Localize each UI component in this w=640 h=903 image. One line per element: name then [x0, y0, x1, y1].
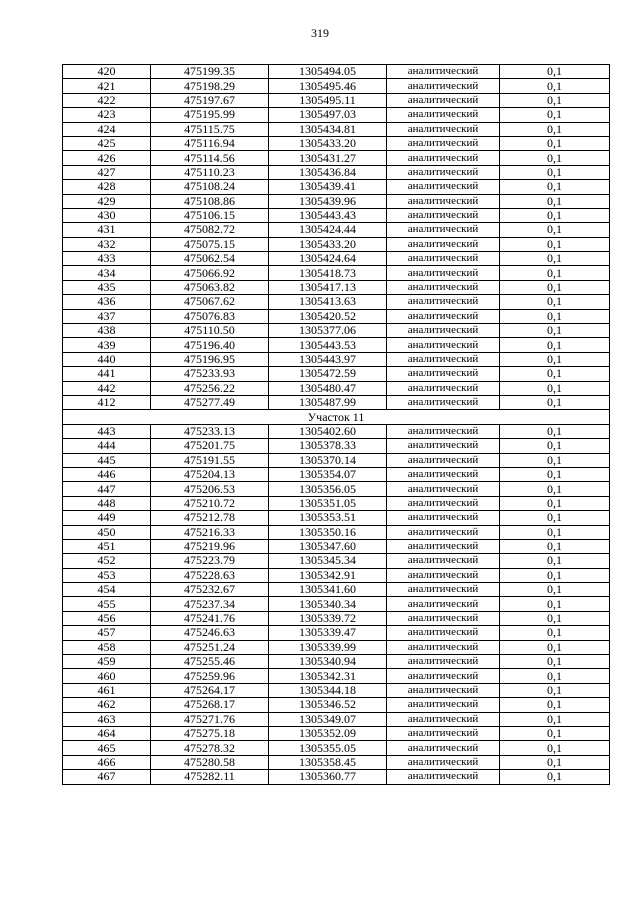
accuracy-cell: 0,1	[500, 726, 610, 740]
x-coordinate-cell: 475278.32	[151, 741, 269, 755]
y-coordinate-cell: 1305439.41	[269, 180, 387, 194]
accuracy-cell: 0,1	[500, 712, 610, 726]
method-cell: аналитический	[387, 755, 500, 769]
y-coordinate-cell: 1305424.64	[269, 252, 387, 266]
point-number-cell: 436	[63, 295, 151, 309]
x-coordinate-cell: 475196.40	[151, 338, 269, 352]
method-cell: аналитический	[387, 655, 500, 669]
y-coordinate-cell: 1305487.99	[269, 395, 387, 409]
method-cell: аналитический	[387, 367, 500, 381]
point-number-cell: 429	[63, 194, 151, 208]
method-cell: аналитический	[387, 280, 500, 294]
point-number-cell: 433	[63, 252, 151, 266]
table-row	[63, 122, 610, 136]
y-coordinate-cell: 1305402.60	[269, 424, 387, 438]
x-coordinate-cell: 475110.23	[151, 165, 269, 179]
method-cell: аналитический	[387, 539, 500, 553]
accuracy-cell: 0,1	[500, 770, 610, 784]
accuracy-cell: 0,1	[500, 151, 610, 165]
accuracy-cell: 0,1	[500, 367, 610, 381]
accuracy-cell: 0,1	[500, 568, 610, 582]
accuracy-cell: 0,1	[500, 237, 610, 251]
method-cell: аналитический	[387, 511, 500, 525]
accuracy-cell: 0,1	[500, 223, 610, 237]
point-number-cell: 443	[63, 424, 151, 438]
table-row	[63, 554, 610, 568]
table-row	[63, 266, 610, 280]
point-number-cell: 445	[63, 453, 151, 467]
y-coordinate-cell: 1305351.05	[269, 496, 387, 510]
accuracy-cell: 0,1	[500, 136, 610, 150]
table-row	[63, 698, 610, 712]
y-coordinate-cell: 1305353.51	[269, 511, 387, 525]
table-row	[63, 194, 610, 208]
y-coordinate-cell: 1305339.99	[269, 640, 387, 654]
y-coordinate-cell: 1305436.84	[269, 165, 387, 179]
section-title: Участок 11	[63, 410, 610, 424]
table-row	[63, 237, 610, 251]
point-number-cell: 456	[63, 611, 151, 625]
point-number-cell: 451	[63, 539, 151, 553]
y-coordinate-cell: 1305424.44	[269, 223, 387, 237]
accuracy-cell: 0,1	[500, 583, 610, 597]
method-cell: аналитический	[387, 640, 500, 654]
x-coordinate-cell: 475201.75	[151, 439, 269, 453]
x-coordinate-cell: 475198.29	[151, 79, 269, 93]
y-coordinate-cell: 1305354.07	[269, 467, 387, 481]
point-number-cell: 449	[63, 511, 151, 525]
method-cell: аналитический	[387, 482, 500, 496]
x-coordinate-cell: 475066.92	[151, 266, 269, 280]
point-number-cell: 425	[63, 136, 151, 150]
point-number-cell: 464	[63, 726, 151, 740]
point-number-cell: 424	[63, 122, 151, 136]
method-cell: аналитический	[387, 194, 500, 208]
y-coordinate-cell: 1305341.60	[269, 583, 387, 597]
x-coordinate-cell: 475108.24	[151, 180, 269, 194]
section-header-row	[63, 410, 610, 424]
table-row	[63, 309, 610, 323]
x-coordinate-cell: 475251.24	[151, 640, 269, 654]
point-number-cell: 460	[63, 669, 151, 683]
table-row	[63, 295, 610, 309]
point-number-cell: 420	[63, 65, 151, 79]
point-number-cell: 452	[63, 554, 151, 568]
point-number-cell: 435	[63, 280, 151, 294]
table-row	[63, 453, 610, 467]
table-row	[63, 655, 610, 669]
table-row	[63, 669, 610, 683]
y-coordinate-cell: 1305370.14	[269, 453, 387, 467]
table-row	[63, 683, 610, 697]
table-row	[63, 439, 610, 453]
x-coordinate-cell: 475204.13	[151, 467, 269, 481]
point-number-cell: 462	[63, 698, 151, 712]
x-coordinate-cell: 475116.94	[151, 136, 269, 150]
method-cell: аналитический	[387, 295, 500, 309]
method-cell: аналитический	[387, 136, 500, 150]
accuracy-cell: 0,1	[500, 324, 610, 338]
point-number-cell: 455	[63, 597, 151, 611]
accuracy-cell: 0,1	[500, 108, 610, 122]
method-cell: аналитический	[387, 741, 500, 755]
table-row	[63, 568, 610, 582]
method-cell: аналитический	[387, 223, 500, 237]
method-cell: аналитический	[387, 79, 500, 93]
x-coordinate-cell: 475233.13	[151, 424, 269, 438]
y-coordinate-cell: 1305417.13	[269, 280, 387, 294]
y-coordinate-cell: 1305378.33	[269, 439, 387, 453]
x-coordinate-cell: 475280.58	[151, 755, 269, 769]
y-coordinate-cell: 1305339.47	[269, 626, 387, 640]
point-number-cell: 434	[63, 266, 151, 280]
y-coordinate-cell: 1305350.16	[269, 525, 387, 539]
table-row	[63, 395, 610, 409]
accuracy-cell: 0,1	[500, 683, 610, 697]
method-cell: аналитический	[387, 770, 500, 784]
method-cell: аналитический	[387, 180, 500, 194]
table-row	[63, 424, 610, 438]
table-row	[63, 381, 610, 395]
y-coordinate-cell: 1305431.27	[269, 151, 387, 165]
y-coordinate-cell: 1305494.05	[269, 65, 387, 79]
x-coordinate-cell: 475114.56	[151, 151, 269, 165]
method-cell: аналитический	[387, 611, 500, 625]
x-coordinate-cell: 475255.46	[151, 655, 269, 669]
table-row	[63, 367, 610, 381]
table-row	[63, 352, 610, 366]
point-number-cell: 466	[63, 755, 151, 769]
x-coordinate-cell: 475256.22	[151, 381, 269, 395]
accuracy-cell: 0,1	[500, 525, 610, 539]
table-row	[63, 208, 610, 222]
coordinates-table-body	[63, 65, 610, 785]
accuracy-cell: 0,1	[500, 180, 610, 194]
point-number-cell: 412	[63, 395, 151, 409]
method-cell: аналитический	[387, 151, 500, 165]
point-number-cell: 421	[63, 79, 151, 93]
point-number-cell: 467	[63, 770, 151, 784]
method-cell: аналитический	[387, 583, 500, 597]
x-coordinate-cell: 475115.75	[151, 122, 269, 136]
table-row	[63, 324, 610, 338]
accuracy-cell: 0,1	[500, 467, 610, 481]
y-coordinate-cell: 1305377.06	[269, 324, 387, 338]
table-row	[63, 338, 610, 352]
table-row	[63, 511, 610, 525]
accuracy-cell: 0,1	[500, 597, 610, 611]
table-row	[63, 482, 610, 496]
accuracy-cell: 0,1	[500, 496, 610, 510]
accuracy-cell: 0,1	[500, 669, 610, 683]
x-coordinate-cell: 475237.34	[151, 597, 269, 611]
point-number-cell: 448	[63, 496, 151, 510]
y-coordinate-cell: 1305345.34	[269, 554, 387, 568]
y-coordinate-cell: 1305443.43	[269, 208, 387, 222]
accuracy-cell: 0,1	[500, 266, 610, 280]
table-row	[63, 539, 610, 553]
x-coordinate-cell: 475106.15	[151, 208, 269, 222]
table-row	[63, 726, 610, 740]
x-coordinate-cell: 475241.76	[151, 611, 269, 625]
y-coordinate-cell: 1305495.11	[269, 93, 387, 107]
point-number-cell: 454	[63, 583, 151, 597]
x-coordinate-cell: 475195.99	[151, 108, 269, 122]
page-number: 319	[311, 26, 329, 40]
x-coordinate-cell: 475271.76	[151, 712, 269, 726]
accuracy-cell: 0,1	[500, 122, 610, 136]
method-cell: аналитический	[387, 266, 500, 280]
method-cell: аналитический	[387, 726, 500, 740]
accuracy-cell: 0,1	[500, 194, 610, 208]
method-cell: аналитический	[387, 554, 500, 568]
accuracy-cell: 0,1	[500, 79, 610, 93]
method-cell: аналитический	[387, 338, 500, 352]
table-row	[63, 180, 610, 194]
point-number-cell: 430	[63, 208, 151, 222]
point-number-cell: 444	[63, 439, 151, 453]
accuracy-cell: 0,1	[500, 626, 610, 640]
accuracy-cell: 0,1	[500, 295, 610, 309]
table-row	[63, 496, 610, 510]
point-number-cell: 431	[63, 223, 151, 237]
method-cell: аналитический	[387, 93, 500, 107]
method-cell: аналитический	[387, 395, 500, 409]
accuracy-cell: 0,1	[500, 511, 610, 525]
point-number-cell: 453	[63, 568, 151, 582]
method-cell: аналитический	[387, 712, 500, 726]
table-row	[63, 583, 610, 597]
point-number-cell: 465	[63, 741, 151, 755]
x-coordinate-cell: 475219.96	[151, 539, 269, 553]
table-row	[63, 525, 610, 539]
y-coordinate-cell: 1305349.07	[269, 712, 387, 726]
accuracy-cell: 0,1	[500, 755, 610, 769]
y-coordinate-cell: 1305433.20	[269, 136, 387, 150]
accuracy-cell: 0,1	[500, 655, 610, 669]
table-row	[63, 79, 610, 93]
y-coordinate-cell: 1305480.47	[269, 381, 387, 395]
method-cell: аналитический	[387, 252, 500, 266]
x-coordinate-cell: 475264.17	[151, 683, 269, 697]
y-coordinate-cell: 1305342.31	[269, 669, 387, 683]
x-coordinate-cell: 475197.67	[151, 93, 269, 107]
coordinates-table	[62, 64, 610, 785]
point-number-cell: 422	[63, 93, 151, 107]
x-coordinate-cell: 475082.72	[151, 223, 269, 237]
table-row	[63, 597, 610, 611]
x-coordinate-cell: 475216.33	[151, 525, 269, 539]
y-coordinate-cell: 1305433.20	[269, 237, 387, 251]
table-row	[63, 467, 610, 481]
table-row	[63, 151, 610, 165]
table-row	[63, 65, 610, 79]
method-cell: аналитический	[387, 381, 500, 395]
method-cell: аналитический	[387, 496, 500, 510]
y-coordinate-cell: 1305352.09	[269, 726, 387, 740]
x-coordinate-cell: 475110.50	[151, 324, 269, 338]
y-coordinate-cell: 1305360.77	[269, 770, 387, 784]
point-number-cell: 437	[63, 309, 151, 323]
point-number-cell: 427	[63, 165, 151, 179]
method-cell: аналитический	[387, 122, 500, 136]
table-row	[63, 712, 610, 726]
table-row	[63, 640, 610, 654]
point-number-cell: 458	[63, 640, 151, 654]
x-coordinate-cell: 475210.72	[151, 496, 269, 510]
point-number-cell: 457	[63, 626, 151, 640]
y-coordinate-cell: 1305472.59	[269, 367, 387, 381]
x-coordinate-cell: 475232.67	[151, 583, 269, 597]
accuracy-cell: 0,1	[500, 453, 610, 467]
method-cell: аналитический	[387, 669, 500, 683]
accuracy-cell: 0,1	[500, 352, 610, 366]
y-coordinate-cell: 1305443.53	[269, 338, 387, 352]
accuracy-cell: 0,1	[500, 280, 610, 294]
method-cell: аналитический	[387, 698, 500, 712]
table-row	[63, 165, 610, 179]
method-cell: аналитический	[387, 108, 500, 122]
method-cell: аналитический	[387, 525, 500, 539]
table-row	[63, 755, 610, 769]
x-coordinate-cell: 475277.49	[151, 395, 269, 409]
table-row	[63, 770, 610, 784]
point-number-cell: 442	[63, 381, 151, 395]
x-coordinate-cell: 475063.82	[151, 280, 269, 294]
y-coordinate-cell: 1305443.97	[269, 352, 387, 366]
point-number-cell: 463	[63, 712, 151, 726]
x-coordinate-cell: 475246.63	[151, 626, 269, 640]
method-cell: аналитический	[387, 309, 500, 323]
point-number-cell: 441	[63, 367, 151, 381]
x-coordinate-cell: 475206.53	[151, 482, 269, 496]
y-coordinate-cell: 1305347.60	[269, 539, 387, 553]
accuracy-cell: 0,1	[500, 741, 610, 755]
y-coordinate-cell: 1305358.45	[269, 755, 387, 769]
point-number-cell: 428	[63, 180, 151, 194]
y-coordinate-cell: 1305344.18	[269, 683, 387, 697]
point-number-cell: 438	[63, 324, 151, 338]
point-number-cell: 450	[63, 525, 151, 539]
accuracy-cell: 0,1	[500, 439, 610, 453]
point-number-cell: 432	[63, 237, 151, 251]
table-row	[63, 626, 610, 640]
x-coordinate-cell: 475233.93	[151, 367, 269, 381]
point-number-cell: 440	[63, 352, 151, 366]
x-coordinate-cell: 475275.18	[151, 726, 269, 740]
accuracy-cell: 0,1	[500, 208, 610, 222]
y-coordinate-cell: 1305339.72	[269, 611, 387, 625]
point-number-cell: 461	[63, 683, 151, 697]
table-row	[63, 611, 610, 625]
x-coordinate-cell: 475212.78	[151, 511, 269, 525]
y-coordinate-cell: 1305439.96	[269, 194, 387, 208]
accuracy-cell: 0,1	[500, 698, 610, 712]
accuracy-cell: 0,1	[500, 611, 610, 625]
point-number-cell: 439	[63, 338, 151, 352]
y-coordinate-cell: 1305418.73	[269, 266, 387, 280]
y-coordinate-cell: 1305355.05	[269, 741, 387, 755]
accuracy-cell: 0,1	[500, 554, 610, 568]
method-cell: аналитический	[387, 626, 500, 640]
point-number-cell: 447	[63, 482, 151, 496]
x-coordinate-cell: 475076.83	[151, 309, 269, 323]
accuracy-cell: 0,1	[500, 482, 610, 496]
point-number-cell: 426	[63, 151, 151, 165]
method-cell: аналитический	[387, 453, 500, 467]
x-coordinate-cell: 475108.86	[151, 194, 269, 208]
method-cell: аналитический	[387, 352, 500, 366]
x-coordinate-cell: 475282.11	[151, 770, 269, 784]
table-row	[63, 108, 610, 122]
method-cell: аналитический	[387, 467, 500, 481]
accuracy-cell: 0,1	[500, 424, 610, 438]
y-coordinate-cell: 1305495.46	[269, 79, 387, 93]
method-cell: аналитический	[387, 237, 500, 251]
point-number-cell: 459	[63, 655, 151, 669]
table-row	[63, 280, 610, 294]
x-coordinate-cell: 475067.62	[151, 295, 269, 309]
x-coordinate-cell: 475075.15	[151, 237, 269, 251]
y-coordinate-cell: 1305434.81	[269, 122, 387, 136]
method-cell: аналитический	[387, 324, 500, 338]
accuracy-cell: 0,1	[500, 165, 610, 179]
x-coordinate-cell: 475196.95	[151, 352, 269, 366]
table-row	[63, 223, 610, 237]
x-coordinate-cell: 475199.35	[151, 65, 269, 79]
point-number-cell: 423	[63, 108, 151, 122]
accuracy-cell: 0,1	[500, 640, 610, 654]
x-coordinate-cell: 475259.96	[151, 669, 269, 683]
accuracy-cell: 0,1	[500, 65, 610, 79]
y-coordinate-cell: 1305340.94	[269, 655, 387, 669]
y-coordinate-cell: 1305346.52	[269, 698, 387, 712]
accuracy-cell: 0,1	[500, 338, 610, 352]
method-cell: аналитический	[387, 208, 500, 222]
table-row	[63, 741, 610, 755]
y-coordinate-cell: 1305420.52	[269, 309, 387, 323]
y-coordinate-cell: 1305497.03	[269, 108, 387, 122]
accuracy-cell: 0,1	[500, 252, 610, 266]
accuracy-cell: 0,1	[500, 309, 610, 323]
method-cell: аналитический	[387, 165, 500, 179]
method-cell: аналитический	[387, 439, 500, 453]
x-coordinate-cell: 475191.55	[151, 453, 269, 467]
method-cell: аналитический	[387, 683, 500, 697]
table-row	[63, 93, 610, 107]
x-coordinate-cell: 475223.79	[151, 554, 269, 568]
table-row	[63, 136, 610, 150]
method-cell: аналитический	[387, 568, 500, 582]
x-coordinate-cell: 475228.63	[151, 568, 269, 582]
point-number-cell: 446	[63, 467, 151, 481]
accuracy-cell: 0,1	[500, 395, 610, 409]
y-coordinate-cell: 1305356.05	[269, 482, 387, 496]
method-cell: аналитический	[387, 65, 500, 79]
x-coordinate-cell: 475062.54	[151, 252, 269, 266]
method-cell: аналитический	[387, 597, 500, 611]
accuracy-cell: 0,1	[500, 539, 610, 553]
y-coordinate-cell: 1305413.63	[269, 295, 387, 309]
table-row	[63, 252, 610, 266]
accuracy-cell: 0,1	[500, 381, 610, 395]
y-coordinate-cell: 1305342.91	[269, 568, 387, 582]
accuracy-cell: 0,1	[500, 93, 610, 107]
y-coordinate-cell: 1305340.34	[269, 597, 387, 611]
x-coordinate-cell: 475268.17	[151, 698, 269, 712]
method-cell: аналитический	[387, 424, 500, 438]
